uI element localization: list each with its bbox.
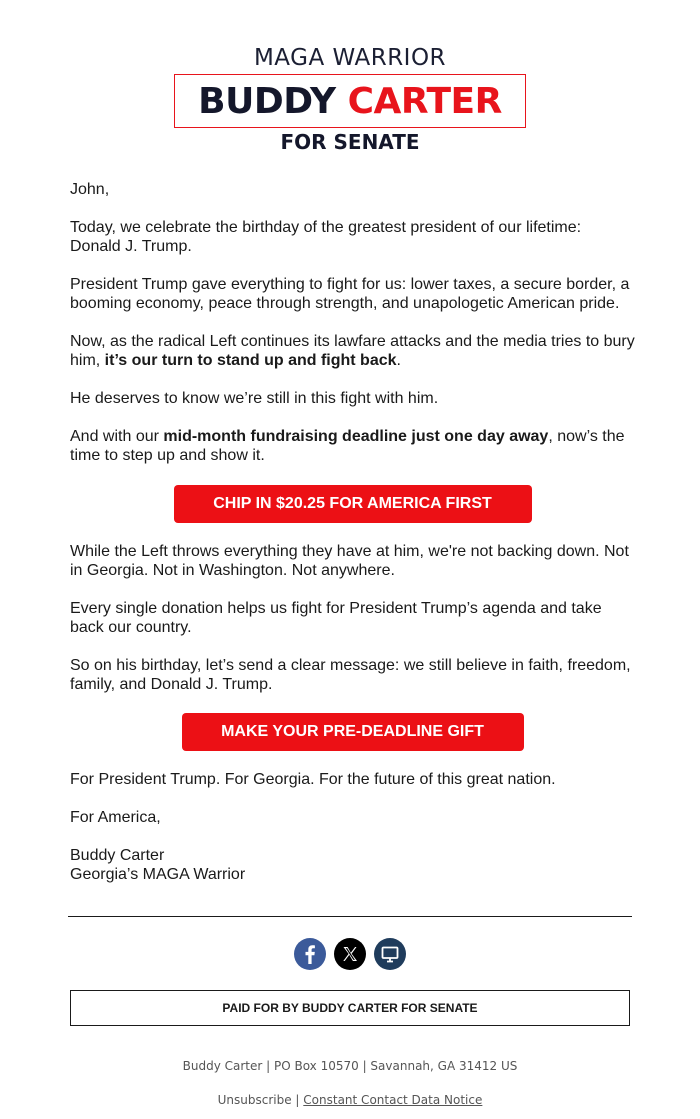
facebook-icon[interactable] [294, 938, 326, 970]
paragraph-every-donation: Every single donation helps us fight for President Trump’s agenda and take back our country. [70, 600, 602, 636]
social-links [0, 938, 700, 970]
unsubscribe-link[interactable]: Unsubscribe [217, 1093, 292, 1107]
footer-link-separator: | [295, 1093, 300, 1107]
data-notice-link[interactable]: Constant Contact Data Notice [303, 1093, 483, 1107]
paragraph-fight-back-text: Now, as the radical Left continues its lawfare attacks and the media tries to bury him, [70, 333, 635, 369]
paragraph-deadline [70, 427, 635, 465]
paragraph-fight-back-end: . [396, 352, 401, 369]
paragraph-deadline-end: , now’s the time to step up and show it. [70, 428, 625, 464]
pre-deadline-gift-button-wrap [70, 713, 635, 751]
paragraph-birthday: Today, we celebrate the birthday of the greatest president of our lifetime: Donald J. Trump. [70, 219, 582, 255]
signature-name: Buddy Carter [70, 847, 165, 864]
x-icon[interactable] [334, 938, 366, 970]
footer-address: Buddy Carter | PO Box 10570 | Savannah, GA 31412 US [182, 1059, 518, 1073]
logo-subtitle: FOR SENATE [280, 130, 420, 154]
campaign-logo [0, 44, 700, 154]
logo-name-last: CARTER [347, 81, 502, 122]
footer-links [0, 1093, 700, 1107]
logo-name-first: BUDDY [198, 81, 336, 122]
paragraph-fight-back [70, 332, 635, 370]
email-body [70, 180, 635, 903]
logo-name [183, 79, 517, 125]
paragraph-deadline-bold: mid-month fundraising deadline just one day away [163, 428, 549, 445]
chip-in-button[interactable]: CHIP IN $20.25 FOR AMERICA FIRST [174, 485, 532, 523]
logo-tagline: MAGA WARRIOR [253, 45, 447, 71]
website-icon[interactable] [374, 938, 406, 970]
signature-title: Georgia’s MAGA Warrior [70, 866, 246, 883]
chip-in-button-wrap [70, 484, 635, 523]
footer-divider [68, 916, 632, 917]
paragraph-for-trump: For President Trump. For Georgia. For the future of this great nation. [70, 771, 556, 788]
paragraph-deserves: He deserves to know we’re still in this fight with him. [70, 390, 439, 407]
paragraph-deadline-text: And with our [70, 428, 164, 445]
paragraph-clear-message: So on his birthday, let’s send a clear message: we still believe in faith, freedom, family, and Donald J. Trump. [70, 657, 631, 693]
closing: For America, [70, 809, 161, 826]
paragraph-not-backing-down: While the Left throws everything they have at him, we're not backing down. Not in Georgia. Not in Washington. Not anywhere. [70, 543, 629, 579]
paid-for-disclaimer: PAID FOR BY BUDDY CARTER FOR SENATE [70, 990, 630, 1026]
pre-deadline-gift-button[interactable]: MAKE YOUR PRE-DEADLINE GIFT [182, 713, 524, 751]
paragraph-fight-back-bold: it’s our turn to stand up and fight back [104, 352, 397, 369]
logo-name-box [174, 74, 526, 128]
signature [70, 846, 635, 884]
greeting: John, [70, 181, 110, 198]
paragraph-accomplishments: President Trump gave everything to fight for us: lower taxes, a secure border, a booming economy, peace through strength, and unapologetic American pride. [70, 276, 630, 312]
